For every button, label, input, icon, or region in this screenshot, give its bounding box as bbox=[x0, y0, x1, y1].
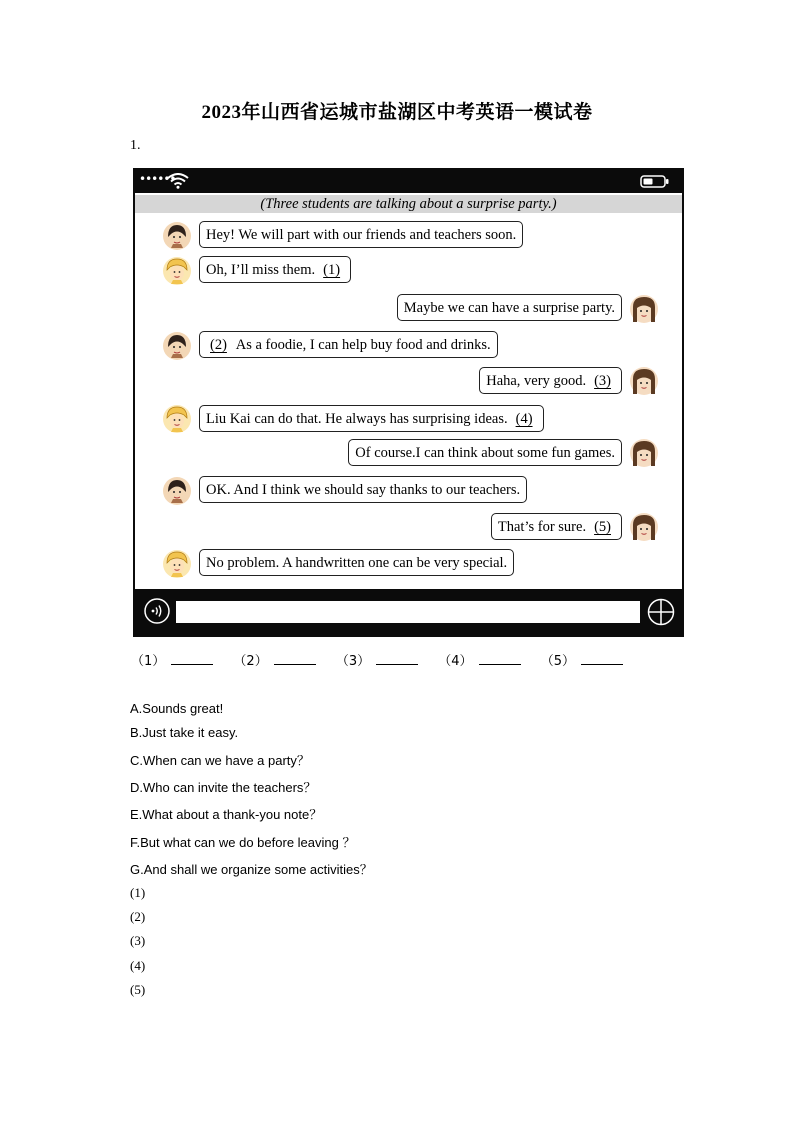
girl-dark-hair-avatar-icon bbox=[162, 221, 192, 251]
option-e: E.What about a thank-you note？ bbox=[130, 807, 323, 822]
answer-item-5: (5) bbox=[130, 982, 146, 997]
answer-item-1: (1) bbox=[130, 885, 146, 900]
message-text: As a foodie, I can help buy food and drinks. bbox=[235, 337, 491, 353]
blank-2: (2) bbox=[210, 337, 227, 353]
answer-blanks bbox=[131, 650, 639, 669]
blank-4: (4) bbox=[515, 411, 533, 427]
status-bar bbox=[133, 168, 684, 193]
girl-long-hair-avatar-icon bbox=[629, 294, 659, 324]
boy-blond-avatar-icon bbox=[162, 404, 192, 434]
option-f: F.But what can we do before leaving ？ bbox=[130, 835, 356, 850]
chat-input-bar bbox=[133, 589, 684, 637]
chat-message bbox=[479, 367, 622, 394]
answer-blank[interactable] bbox=[581, 652, 623, 665]
chat-message bbox=[199, 549, 514, 576]
chat-message bbox=[199, 405, 544, 432]
question-number: 1. bbox=[130, 138, 141, 153]
phone-mockup bbox=[133, 168, 684, 637]
girl-long-hair-avatar-icon bbox=[629, 366, 659, 396]
voice-icon[interactable] bbox=[144, 598, 170, 624]
message-text: Haha, very good. bbox=[486, 373, 587, 389]
blank-1: (1) bbox=[323, 262, 341, 278]
girl-dark-hair-avatar-icon bbox=[162, 331, 192, 361]
answer-label: （2） bbox=[233, 654, 268, 669]
message-text: OK. And I think we should say thanks to our teachers. bbox=[206, 482, 521, 498]
option-c: C.When can we have a party？ bbox=[130, 753, 310, 768]
option-b: B.Just take it easy. bbox=[130, 725, 239, 740]
message-text: Hey! We will part with our friends and teachers soon. bbox=[206, 227, 517, 243]
chat-message bbox=[491, 513, 622, 540]
message-text: No problem. A handwritten one can be very special. bbox=[206, 555, 508, 571]
battery-icon bbox=[640, 175, 670, 188]
message-text: Of course.I can think about some fun games. bbox=[355, 445, 615, 461]
option-a: A.Sounds great! bbox=[130, 701, 224, 716]
boy-blond-avatar-icon bbox=[162, 256, 192, 286]
chat-message bbox=[348, 439, 622, 466]
chat-message bbox=[199, 256, 351, 283]
girl-long-hair-avatar-icon bbox=[629, 512, 659, 542]
chat-screen bbox=[135, 193, 682, 589]
answer-label: （1） bbox=[131, 654, 166, 669]
answer-blank[interactable] bbox=[171, 652, 213, 665]
answer-blank[interactable] bbox=[274, 652, 316, 665]
chat-message bbox=[397, 294, 622, 321]
girl-dark-hair-avatar-icon bbox=[162, 476, 192, 506]
answer-blank[interactable] bbox=[479, 652, 521, 665]
blank-5: (5) bbox=[594, 519, 611, 535]
message-text: That’s for sure. bbox=[497, 519, 587, 535]
answer-item-3: (3) bbox=[130, 933, 146, 948]
chat-message bbox=[199, 221, 523, 248]
wifi-icon bbox=[167, 173, 189, 189]
plus-icon[interactable] bbox=[647, 598, 675, 626]
answer-blank[interactable] bbox=[376, 652, 418, 665]
page-title: 2023年山西省运城市盐湖区中考英语一模试卷 bbox=[201, 102, 593, 123]
girl-long-hair-avatar-icon bbox=[629, 438, 659, 468]
message-text: Liu Kai can do that. He always has surprising ideas. bbox=[206, 411, 508, 427]
message-text: Oh, I’ll miss them. bbox=[206, 262, 316, 278]
blank-3: (3) bbox=[594, 373, 611, 389]
answer-item-2: (2) bbox=[130, 909, 146, 924]
chat-message bbox=[199, 331, 498, 358]
boy-blond-avatar-icon bbox=[162, 549, 192, 579]
answer-item-4: (4) bbox=[130, 958, 146, 973]
answer-label: （4） bbox=[438, 654, 473, 669]
answer-label: （5） bbox=[540, 654, 575, 669]
option-d: D.Who can invite the teachers？ bbox=[130, 780, 317, 795]
message-input[interactable] bbox=[176, 601, 640, 623]
option-g: G.And shall we organize some activities？ bbox=[130, 862, 373, 877]
signal-dots-icon: •••••• bbox=[139, 172, 176, 186]
answer-label: （3） bbox=[335, 654, 371, 669]
chat-message bbox=[199, 476, 527, 503]
chat-banner: (Three students are talking about a surprise party.) bbox=[135, 195, 682, 213]
message-text: Maybe we can have a surprise party. bbox=[403, 300, 615, 316]
